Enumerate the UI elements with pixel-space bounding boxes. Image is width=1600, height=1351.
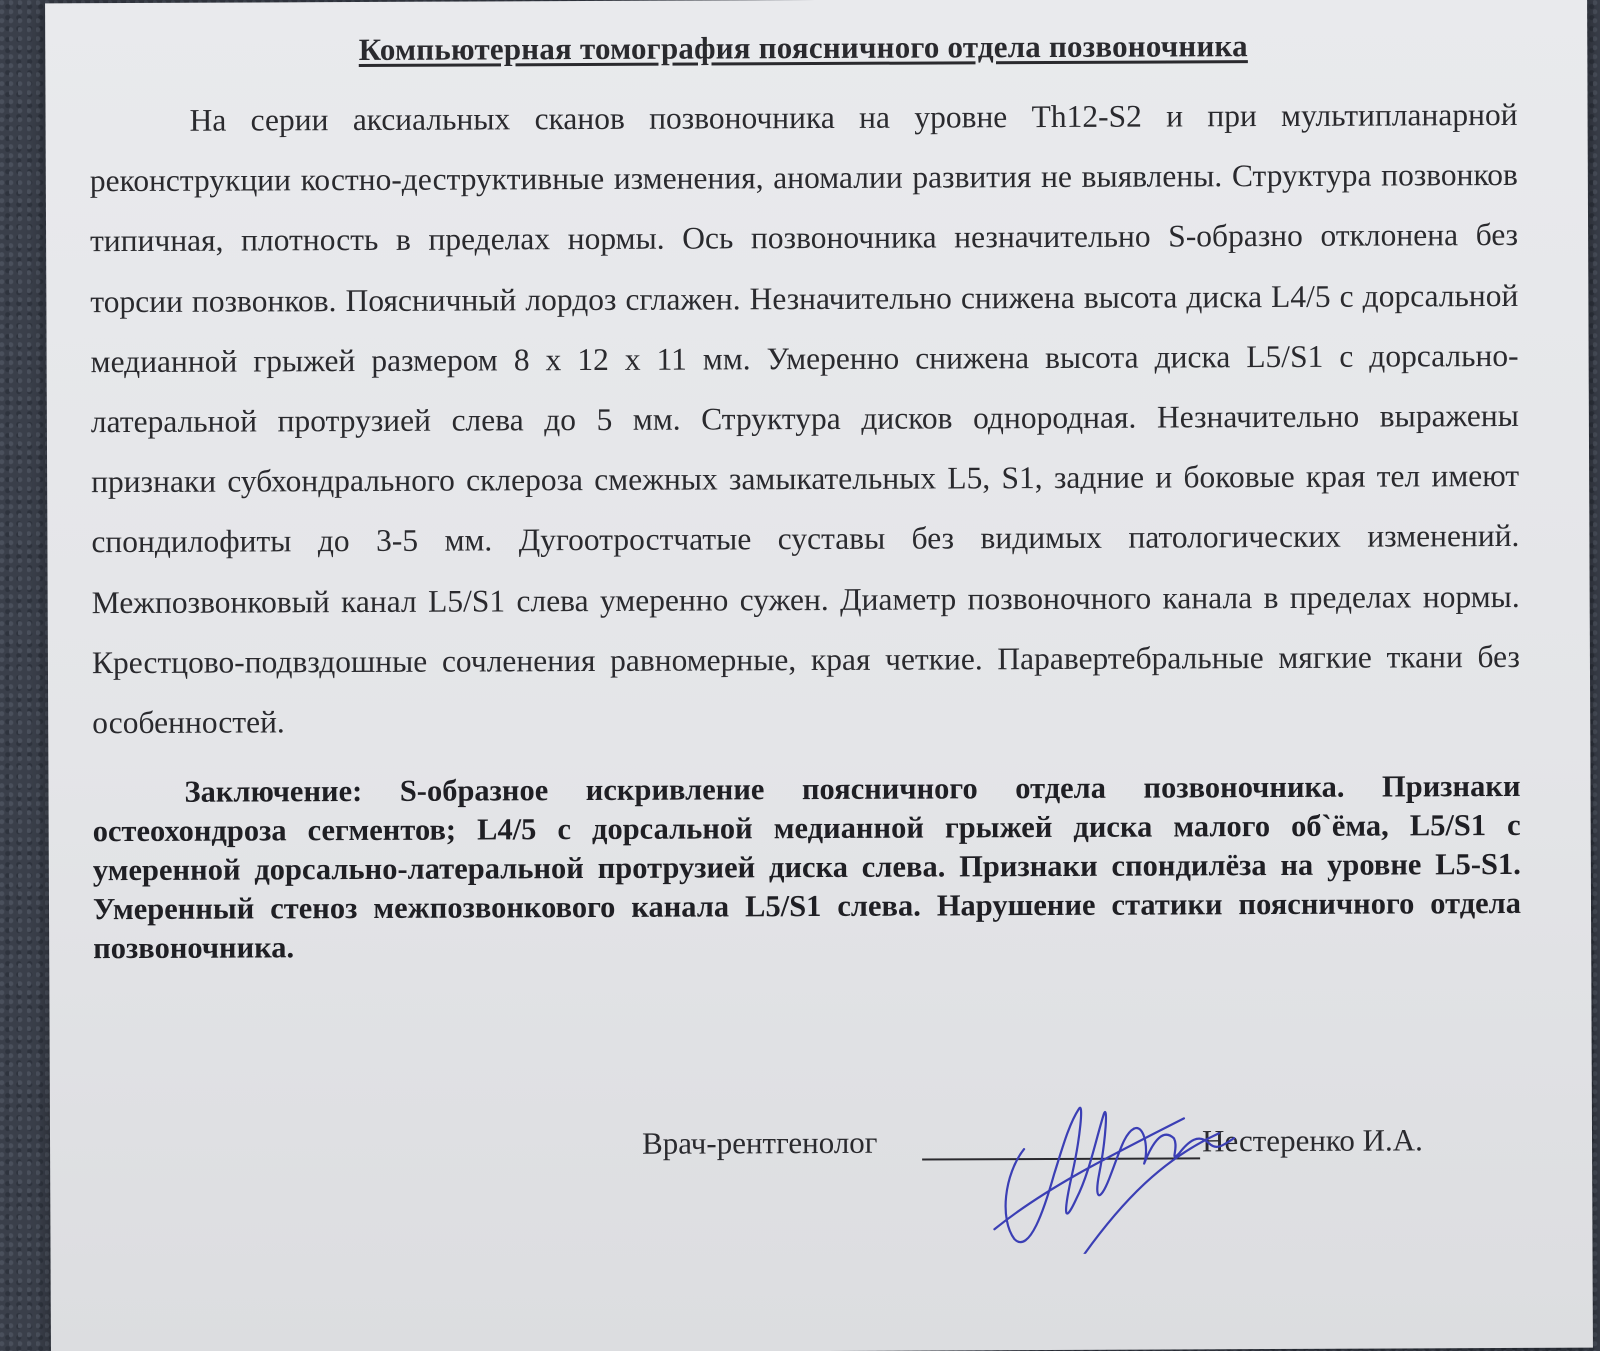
conclusion-paragraph: Заключение: S-образное искривление поясничного отдела позвоночника. Признаки остеохондроза сегментов; L4/5 с дорсальной медианной грыжей диска малого об`ёма, L5/S1 с умеренной дорсально-латеральной протрузией диска слева. Признаки спондилёза на уровне L5-S1. Умеренный стеноз межпозвонкового канала L5/S1 слева. Нарушение статики поясничного отдела позвоночника. [92, 769, 1522, 966]
signature-block [94, 1122, 1522, 1188]
signature-name: Нестеренко И.А. [1201, 1122, 1423, 1159]
document-title: Компьютерная томография поясничного отдела позвоночника [358, 28, 1248, 68]
handwritten-signature [984, 1078, 1245, 1254]
findings-paragraph: На серии аксиальных сканов позвоночника на уровне Th12-S2 и при мультипланарной реконструкции костно-деструктивные изменения, аномалии развития не выявлены. Структура позвонков типичная, плотность в пределах нормы. Ось позвоночника незначительно S-образно отклонена без торсии позвонков. Поясничный лордоз сглажен. Незначительно снижена высота диска L4/5 с дорсальной медианной грыжей размером 8 х 12 х 11 мм. Умеренно снижена высота диска L5/S1 с дорсально-латеральной протрузией слева до 5 мм. Структура дисков однородная. Незначительно выражены признаки субхондрального склероза смежных замыкательных L5, S1, задние и боковые края тел имеют спондилофиты до 3-5 мм. Дугоотростчатые суставы без видимых патологических изменений. Межпозвонковый канал L5/S1 слева умеренно сужен. Диаметр позвоночного канала в пределах нормы. Крестцово-подвздошные сочленения равномерные, края четкие. Паравертебральные мягкие ткани без особенностей. [89, 96, 1520, 741]
signature-role: Врач-рентгенолог [641, 1124, 878, 1161]
document-page [45, 0, 1593, 1351]
document-content [89, 27, 1522, 1161]
